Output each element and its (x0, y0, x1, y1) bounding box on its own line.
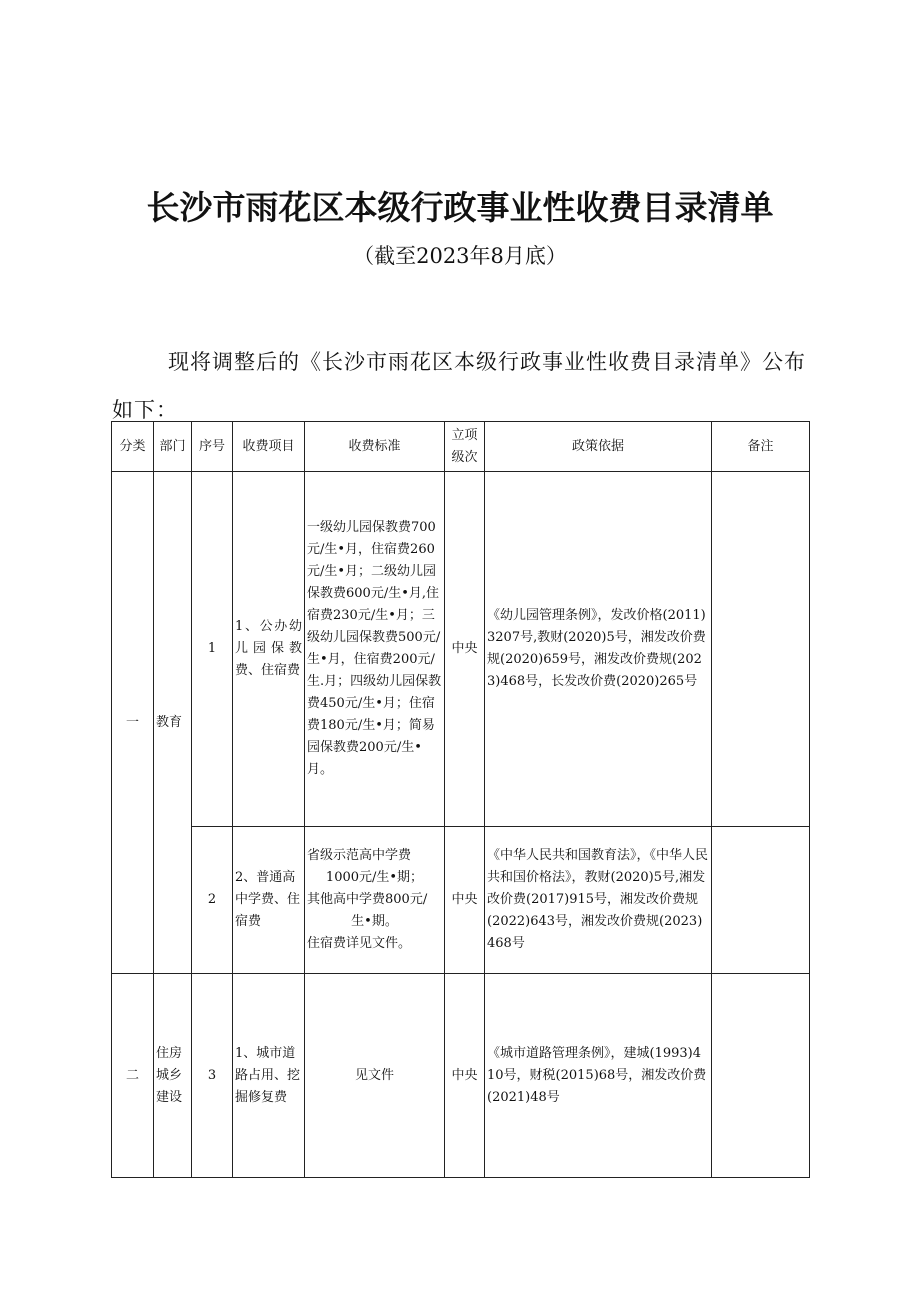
document-title: 长沙市雨花区本级行政事业性收费目录清单 (146, 188, 774, 227)
department-cell: 教育 (154, 472, 192, 974)
standard-line: 生•期。 (351, 914, 398, 929)
table-header-row (112, 422, 810, 472)
standard-cell: 一级幼儿园保教费700元/生•月，住宿费260元/生•月；二级幼儿园保教费600元/生•月,住宿费230元/生•月；三级幼儿园保教费500元/生•月，住宿费200元/生.月；四级幼儿园保教费450元/生•月；住宿费180元/生•月；简易园保教费200元/生•月。 (305, 472, 445, 827)
category-cell: 一 (112, 472, 154, 974)
standard-line: 省级示范高中学费 (307, 848, 412, 863)
item-cell: 1、城市道路占用、挖掘修复费 (233, 974, 305, 1178)
intro-text: 现将调整后的《长沙市雨花区本级行政事业性收费目录清单》公布如下： (112, 350, 806, 422)
header-level: 立项级次 (445, 422, 485, 472)
item-cell: 1、公办幼儿园保教费、住宿费 (233, 472, 305, 827)
item-cell: 2、普通高中学费、住宿费 (233, 827, 305, 974)
remark-cell (712, 472, 810, 827)
standard-line: 其他高中学费800元/ (307, 892, 428, 907)
fee-table (111, 421, 810, 1178)
standard-line: 住宿费详见文件。 (307, 936, 412, 951)
header-seq: 序号 (192, 422, 233, 472)
level-cell: 中央 (445, 472, 485, 827)
document-subtitle: （截至2023年8月底） (353, 244, 567, 268)
header-basis: 政策依据 (485, 422, 712, 472)
department-cell: 住房城乡建设 (154, 974, 192, 1178)
basis-cell: 《中华人民共和国教育法》，《中华人民共和国价格法》，教财(2020)5号,湘发改价费(2017)915号，湘发改价费规(2022)643号，湘发改价费规(2023)468号 (485, 827, 712, 974)
table-row (112, 472, 810, 827)
remark-cell (712, 827, 810, 974)
level-cell: 中央 (445, 974, 485, 1178)
remark-cell (712, 974, 810, 1178)
table-row (112, 827, 810, 974)
seq-cell: 2 (192, 827, 233, 974)
seq-cell: 3 (192, 974, 233, 1178)
category-cell: 二 (112, 974, 154, 1178)
standard-cell: 见文件 (305, 974, 445, 1178)
basis-cell: 《城市道路管理条例》，建城(1993)410号，财税(2015)68号，湘发改价费(2021)48号 (485, 974, 712, 1178)
table-row (112, 974, 810, 1178)
header-remark: 备注 (712, 422, 810, 472)
standard-line: 1000元/生•期； (325, 870, 424, 885)
seq-cell: 1 (192, 472, 233, 827)
header-standard: 收费标准 (305, 422, 445, 472)
header-category: 分类 (112, 422, 154, 472)
level-cell: 中央 (445, 827, 485, 974)
header-department: 部门 (154, 422, 192, 472)
intro-paragraph (112, 338, 812, 434)
header-item: 收费项目 (233, 422, 305, 472)
standard-cell (305, 827, 445, 974)
basis-cell: 《幼儿园管理条例》，发改价格(2011)3207号,教财(2020)5号，湘发改价费规(2020)659号，湘发改价费规(2023)468号，长发改价费(2020)265号 (485, 472, 712, 827)
